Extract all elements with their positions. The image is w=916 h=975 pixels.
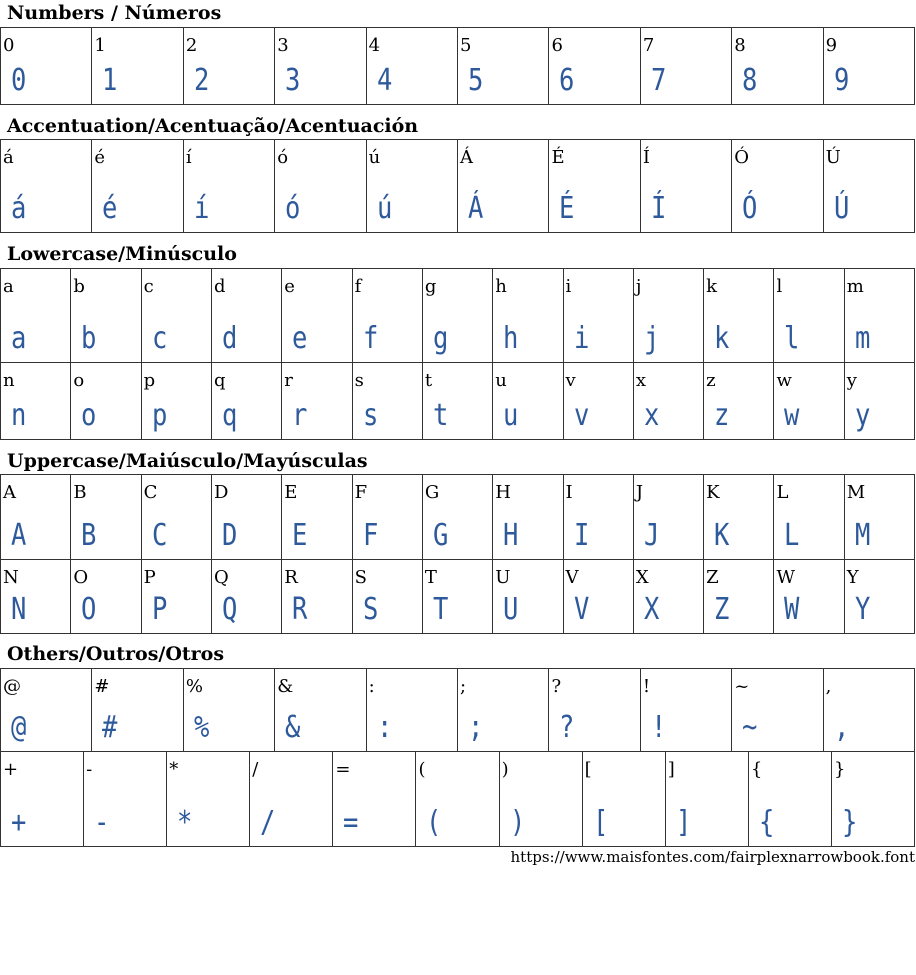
char-cell <box>640 140 731 232</box>
char-label: Ú <box>825 147 841 168</box>
char-glyph: * <box>177 805 193 840</box>
char-glyph: Ú <box>833 191 850 226</box>
char-glyph: ú <box>376 191 392 226</box>
char-glyph: v <box>573 398 589 433</box>
char-label: k <box>706 276 718 297</box>
char-label: r <box>284 370 293 391</box>
char-label: 8 <box>734 35 746 56</box>
char-label: p <box>143 370 156 391</box>
char-label: i <box>565 276 572 297</box>
char-label: & <box>277 676 294 697</box>
char-glyph: Y <box>854 592 871 627</box>
char-cell <box>548 669 639 751</box>
char-glyph: I <box>573 518 589 553</box>
char-label: x <box>635 370 646 391</box>
char-label: ; <box>460 676 467 697</box>
char-label: A <box>3 482 16 503</box>
char-label: l <box>776 276 783 297</box>
char-label: { <box>750 759 763 780</box>
char-cell <box>422 475 492 559</box>
char-glyph: q <box>221 398 238 433</box>
char-label: 7 <box>642 35 655 56</box>
char-cell <box>844 269 915 362</box>
char-label: f <box>354 276 362 297</box>
char-glyph: F <box>362 518 378 553</box>
char-cell <box>773 269 843 362</box>
char-glyph: y <box>854 398 871 433</box>
char-label: ! <box>642 676 651 697</box>
char-label: , <box>825 676 832 697</box>
char-label: + <box>3 759 19 780</box>
char-cell <box>633 475 703 559</box>
char-glyph: s <box>362 398 378 433</box>
char-glyph: @ <box>11 710 27 745</box>
char-label: d <box>213 276 226 297</box>
char-label: I <box>565 482 573 503</box>
char-cell <box>548 140 639 232</box>
char-label: o <box>73 370 85 391</box>
char-cell <box>274 28 365 104</box>
char-label: c <box>143 276 154 297</box>
lowercase-title: Lowercase/Minúsculo <box>7 243 237 265</box>
char-glyph: & <box>285 710 301 745</box>
char-cell <box>422 269 492 362</box>
char-label: / <box>252 759 259 780</box>
char-cell <box>366 28 457 104</box>
char-glyph: w <box>784 398 800 433</box>
char-glyph: m <box>854 321 871 356</box>
char-label: D <box>213 482 229 503</box>
char-cell <box>352 269 422 362</box>
char-label: G <box>424 482 440 503</box>
char-cell <box>731 140 822 232</box>
char-label: F <box>354 482 368 503</box>
char-glyph: ; <box>468 710 484 745</box>
char-label: Z <box>706 567 719 588</box>
char-cell <box>183 140 274 232</box>
char-label: Á <box>460 147 474 168</box>
char-glyph: Ó <box>742 191 758 226</box>
char-cell <box>548 28 639 104</box>
char-glyph: e <box>292 321 308 356</box>
char-glyph: f <box>362 321 378 356</box>
char-cell <box>70 475 140 559</box>
uppercase-grid-row-1 <box>0 474 915 560</box>
char-label: = <box>335 759 351 780</box>
char-cell <box>281 269 351 362</box>
char-glyph: V <box>573 592 589 627</box>
char-cell <box>141 363 211 439</box>
char-glyph: N <box>11 592 27 627</box>
char-glyph: á <box>11 191 27 226</box>
char-glyph: [ <box>592 805 609 840</box>
char-label: É <box>551 147 565 168</box>
numbers-grid <box>0 27 915 105</box>
char-glyph: % <box>193 710 210 745</box>
char-cell <box>211 269 281 362</box>
char-label: ó <box>277 147 289 168</box>
char-label: a <box>3 276 14 297</box>
char-label: : <box>368 676 375 697</box>
footer-url[interactable]: https://www.maisfontes.com/fairplexnarrowbook.font <box>510 848 915 866</box>
char-label: b <box>73 276 85 297</box>
char-cell <box>499 752 582 846</box>
char-label: E <box>284 482 298 503</box>
char-cell <box>492 560 562 633</box>
char-glyph: P <box>151 592 167 627</box>
char-cell <box>211 475 281 559</box>
char-label: * <box>169 759 179 780</box>
char-cell <box>91 28 182 104</box>
char-label: Í <box>642 147 650 168</box>
char-label: z <box>706 370 716 391</box>
char-label: L <box>776 482 789 503</box>
char-label: B <box>73 482 87 503</box>
char-cell <box>422 363 492 439</box>
char-glyph: J <box>643 518 660 553</box>
others-grid-row-2 <box>0 751 915 847</box>
char-cell <box>0 669 91 751</box>
char-glyph: 4 <box>376 63 392 98</box>
char-label: n <box>3 370 15 391</box>
char-glyph: + <box>11 805 27 840</box>
char-cell <box>0 363 70 439</box>
char-label: q <box>213 370 226 391</box>
char-cell <box>141 269 211 362</box>
char-cell <box>0 752 83 846</box>
char-cell <box>366 140 457 232</box>
char-label: w <box>776 370 792 391</box>
char-glyph: } <box>841 805 858 840</box>
char-cell <box>422 560 492 633</box>
char-label: @ <box>3 676 21 697</box>
char-cell <box>141 560 211 633</box>
char-label: C <box>143 482 158 503</box>
char-cell <box>640 28 731 104</box>
char-cell <box>0 269 70 362</box>
char-label: ~ <box>734 676 750 697</box>
char-cell <box>91 669 182 751</box>
char-cell <box>91 140 182 232</box>
char-label: W <box>776 567 795 588</box>
char-glyph: O <box>81 592 97 627</box>
char-cell <box>831 752 915 846</box>
char-label: - <box>86 759 93 780</box>
char-cell <box>773 363 843 439</box>
others-title: Others/Outros/Otros <box>7 643 225 665</box>
char-glyph: ! <box>650 710 667 745</box>
char-cell <box>0 475 70 559</box>
char-glyph: E <box>292 518 308 553</box>
char-label: T <box>424 567 437 588</box>
char-label: X <box>635 567 649 588</box>
char-label: m <box>846 276 864 297</box>
char-cell <box>352 363 422 439</box>
char-cell <box>563 475 633 559</box>
char-glyph: / <box>260 805 276 840</box>
char-cell <box>844 475 915 559</box>
lowercase-grid-row-2 <box>0 362 915 440</box>
char-label: ( <box>418 759 426 780</box>
char-cell <box>823 140 915 232</box>
char-label: t <box>424 370 433 391</box>
char-glyph: 2 <box>193 63 210 98</box>
char-label: } <box>833 759 846 780</box>
char-glyph: U <box>503 592 519 627</box>
char-cell <box>703 560 773 633</box>
char-cell <box>633 560 703 633</box>
char-glyph: p <box>151 398 167 433</box>
char-label: á <box>3 147 14 168</box>
char-glyph: ~ <box>742 710 758 745</box>
char-cell <box>457 28 548 104</box>
char-label: 5 <box>460 35 472 56</box>
char-label: O <box>73 567 89 588</box>
char-cell <box>703 363 773 439</box>
char-glyph: W <box>784 592 800 627</box>
char-cell <box>352 475 422 559</box>
char-label: 0 <box>3 35 15 56</box>
char-label: V <box>565 567 579 588</box>
char-label: ] <box>667 759 675 780</box>
char-cell <box>281 475 351 559</box>
char-glyph: B <box>81 518 97 553</box>
char-glyph: o <box>81 398 97 433</box>
others-grid-row-1 <box>0 668 915 752</box>
char-label: s <box>354 370 364 391</box>
char-cell <box>703 269 773 362</box>
char-label: Y <box>846 567 859 588</box>
char-cell <box>183 669 274 751</box>
char-label: 9 <box>825 35 838 56</box>
char-cell <box>844 560 915 633</box>
char-glyph: ) <box>509 805 525 840</box>
char-cell <box>563 363 633 439</box>
char-cell <box>0 140 91 232</box>
char-label: u <box>495 370 507 391</box>
char-glyph: k <box>714 321 730 356</box>
char-label: J <box>635 482 644 503</box>
char-label: h <box>495 276 507 297</box>
char-label: í <box>185 147 192 168</box>
char-label: j <box>635 276 642 297</box>
char-glyph: ? <box>559 710 575 745</box>
char-label: v <box>565 370 576 391</box>
char-glyph: K <box>714 518 730 553</box>
char-cell <box>844 363 915 439</box>
char-cell <box>563 560 633 633</box>
char-glyph: X <box>643 592 660 627</box>
char-glyph: j <box>643 321 660 356</box>
char-glyph: Í <box>650 191 667 226</box>
char-glyph: # <box>102 710 118 745</box>
char-glyph: r <box>292 398 308 433</box>
char-cell <box>415 752 498 846</box>
char-label: 1 <box>94 35 106 56</box>
char-label: 6 <box>551 35 563 56</box>
char-label: M <box>846 482 866 503</box>
char-glyph: t <box>432 398 449 433</box>
char-glyph: A <box>11 518 27 553</box>
char-glyph: c <box>151 321 167 356</box>
char-cell <box>633 363 703 439</box>
char-cell <box>352 560 422 633</box>
char-glyph: x <box>643 398 660 433</box>
char-cell <box>366 669 457 751</box>
char-cell <box>457 140 548 232</box>
char-glyph: í <box>193 191 210 226</box>
char-cell <box>823 669 915 751</box>
char-cell <box>249 752 332 846</box>
char-glyph: 7 <box>650 63 667 98</box>
char-cell <box>70 269 140 362</box>
char-cell <box>211 363 281 439</box>
char-glyph: n <box>11 398 27 433</box>
char-glyph: u <box>503 398 519 433</box>
char-cell <box>703 475 773 559</box>
char-cell <box>492 363 562 439</box>
char-cell <box>633 269 703 362</box>
accents-grid <box>0 139 915 233</box>
char-cell <box>83 752 166 846</box>
char-label: U <box>495 567 511 588</box>
char-label: ) <box>501 759 509 780</box>
char-glyph: ó <box>285 191 301 226</box>
char-glyph: l <box>784 321 800 356</box>
char-glyph: b <box>81 321 97 356</box>
char-glyph: Q <box>221 592 238 627</box>
char-glyph: h <box>503 321 519 356</box>
char-label: 2 <box>185 35 198 56</box>
char-label: N <box>3 567 19 588</box>
char-cell <box>748 752 831 846</box>
char-glyph: 9 <box>833 63 850 98</box>
char-cell <box>183 28 274 104</box>
char-glyph: C <box>151 518 167 553</box>
char-label: ? <box>551 676 562 697</box>
char-glyph: : <box>376 710 392 745</box>
char-glyph: - <box>94 805 110 840</box>
char-cell <box>823 28 915 104</box>
char-glyph: g <box>432 321 449 356</box>
char-cell <box>582 752 665 846</box>
char-cell <box>0 28 91 104</box>
char-glyph: 5 <box>468 63 484 98</box>
char-cell <box>640 669 731 751</box>
char-cell <box>70 560 140 633</box>
char-label: S <box>354 567 367 588</box>
char-label: e <box>284 276 295 297</box>
char-glyph: 6 <box>559 63 575 98</box>
char-label: y <box>846 370 857 391</box>
char-cell <box>0 560 70 633</box>
char-cell <box>563 269 633 362</box>
char-glyph: é <box>102 191 118 226</box>
char-cell <box>773 475 843 559</box>
char-glyph: 0 <box>11 63 27 98</box>
char-label: ú <box>368 147 381 168</box>
char-cell <box>731 28 822 104</box>
char-glyph: a <box>11 321 27 356</box>
char-cell <box>332 752 415 846</box>
char-glyph: Z <box>714 592 730 627</box>
char-glyph: z <box>714 398 730 433</box>
uppercase-title: Uppercase/Maiúsculo/Mayúsculas <box>7 450 368 472</box>
char-label: 3 <box>277 35 289 56</box>
char-label: % <box>185 676 203 697</box>
char-glyph: R <box>292 592 308 627</box>
char-label: g <box>424 276 437 297</box>
char-cell <box>281 560 351 633</box>
char-label: é <box>94 147 106 168</box>
char-glyph: i <box>573 321 589 356</box>
char-glyph: M <box>854 518 871 553</box>
char-glyph: { <box>758 805 775 840</box>
char-glyph: G <box>432 518 449 553</box>
char-label: Ó <box>734 147 750 168</box>
char-label: P <box>143 567 156 588</box>
char-glyph: L <box>784 518 800 553</box>
char-glyph: 3 <box>285 63 301 98</box>
char-glyph: ( <box>426 805 442 840</box>
char-glyph: Á <box>468 191 484 226</box>
char-label: [ <box>584 759 592 780</box>
uppercase-grid-row-2 <box>0 559 915 634</box>
char-glyph: D <box>221 518 238 553</box>
char-glyph: 1 <box>102 63 118 98</box>
char-cell <box>665 752 748 846</box>
char-label: R <box>284 567 298 588</box>
accents-title: Accentuation/Acentuação/Acentuación <box>7 115 419 137</box>
char-cell <box>70 363 140 439</box>
char-cell <box>211 560 281 633</box>
char-glyph: É <box>559 191 575 226</box>
char-cell <box>773 560 843 633</box>
char-label: 4 <box>368 35 381 56</box>
char-cell <box>492 269 562 362</box>
char-cell <box>274 669 365 751</box>
char-cell <box>141 475 211 559</box>
char-glyph: H <box>503 518 519 553</box>
char-label: H <box>495 482 511 503</box>
char-glyph: ] <box>675 805 692 840</box>
char-glyph: 8 <box>742 63 758 98</box>
lowercase-grid-row-1 <box>0 268 915 363</box>
char-glyph: T <box>432 592 449 627</box>
char-cell <box>274 140 365 232</box>
char-cell <box>457 669 548 751</box>
numbers-title: Numbers / Números <box>7 2 222 24</box>
char-label: K <box>706 482 720 503</box>
char-glyph: S <box>362 592 378 627</box>
char-glyph: d <box>221 321 238 356</box>
char-glyph: = <box>343 805 359 840</box>
char-label: # <box>94 676 110 697</box>
char-cell <box>166 752 249 846</box>
char-label: Q <box>213 567 229 588</box>
char-cell <box>492 475 562 559</box>
char-cell <box>281 363 351 439</box>
char-cell <box>731 669 822 751</box>
char-glyph: , <box>833 710 850 745</box>
